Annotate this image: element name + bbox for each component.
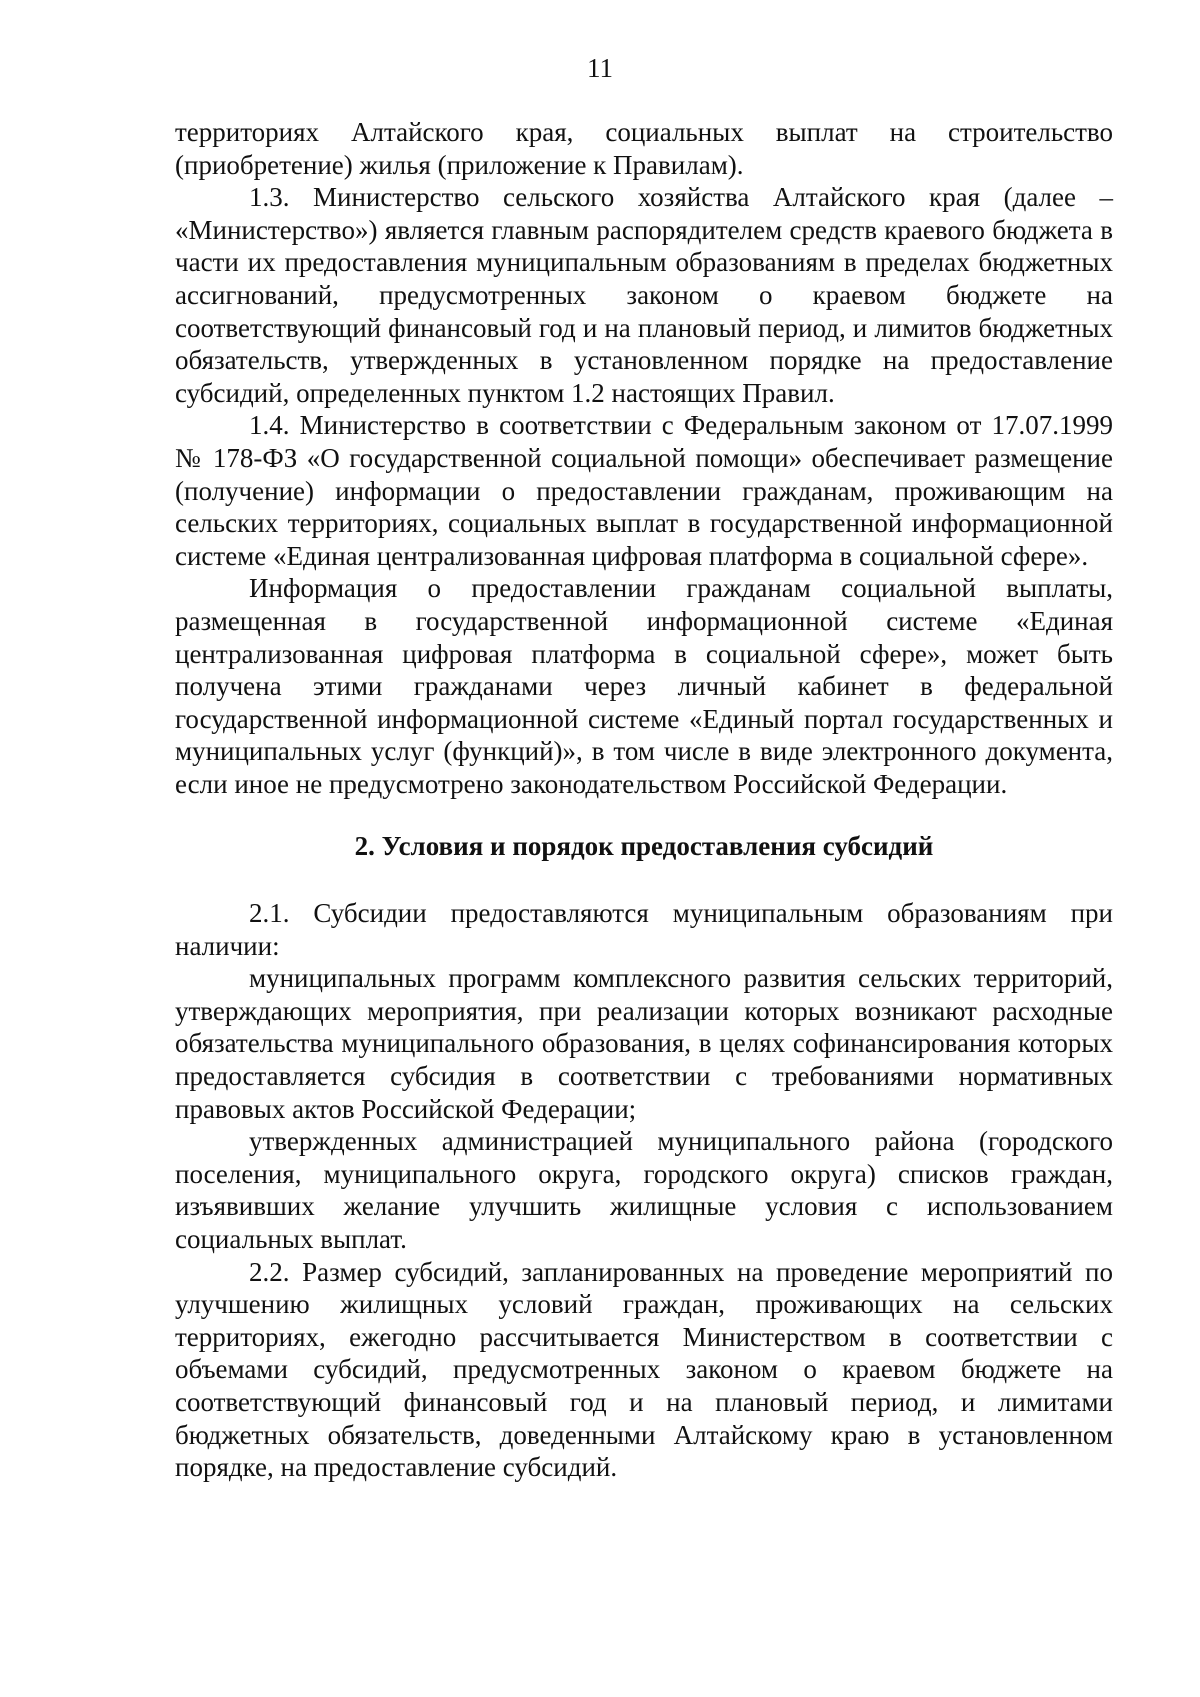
paragraph-1-3: 1.3. Министерство сельского хозяйства Алтайского края (далее – «Министерство») является главным распорядителем средств краевого бюджета в части их предоставления муниципальным образованиям в пределах бюджетных ассигнований, предусмотренных законом о краевом бюджете на соответствующий финансовый год и на плановый период, и лимитов бюджетных обязательств, утвержденных в установленном порядке на предоставление субсидий, определенных пунктом 1.2 настоящих Правил. bbox=[175, 182, 1113, 408]
section-heading: 2. Условия и порядок предоставления субсидий bbox=[354, 831, 934, 862]
paragraph-2-2: 2.2. Размер субсидий, запланированных на проведение мероприятий по улучшению жилищных условий граждан, проживающих на сельских территориях, ежегодно рассчитывается Министерством в соответствии с объемами субсидий, предусмотренных законом о краевом бюджете на соответствующий финансовый год и на плановый период, и лимитами бюджетных обязательств, доведенными Алтайскому краю в установленном порядке, на предоставление субсидий. bbox=[175, 1256, 1113, 1483]
document-body bbox=[175, 116, 1113, 1484]
paragraph-information: Информация о предоставлении гражданам социальной выплаты, размещенная в государственной информационной системе «Единая централизованная цифровая платформа в социальной сфере», может быть получена этими гражданами через личный кабинет в федеральной государственной информационной системе «Единый портал государственных и муниципальных услуг (функций)», в том числе в виде электронного документа, если иное не предусмотрено законодательством Российской Федерации. bbox=[175, 573, 1113, 799]
paragraph-2-1: 2.1. Субсидии предоставляются муниципальным образованиям при наличии: bbox=[175, 898, 1113, 961]
paragraph-continuation: территориях Алтайского края, социальных выплат на строительство (приобретение) жилья (приложение к Правилам). bbox=[175, 117, 1113, 180]
paragraph-1-4: 1.4. Министерство в соответствии с Федеральным законом от 17.07.1999 № 178-ФЗ «О государственной социальной помощи» обеспечивает размещение (получение) информации о предоставлении гражданам, проживающим на сельских территориях, социальных выплат в государственной информационной системе «Единая централизованная цифровая платформа в социальной сфере». bbox=[175, 410, 1113, 571]
paragraph-citizen-lists: утвержденных администрацией муниципального района (городского поселения, муниципального округа, городского округа) списков граждан, изъявивших желание улучшить жилищные условия с использованием социальных выплат. bbox=[175, 1126, 1113, 1254]
paragraph-municipal-programs: муниципальных программ комплексного развития сельских территорий, утверждающих мероприятия, при реализации которых возникают расходные обязательства муниципального образования, в целях софинансирования которых предоставляется субсидия в соответствии с требованиями нормативных правовых актов Российской Федерации; bbox=[175, 963, 1113, 1124]
page-number: 11 bbox=[587, 53, 613, 83]
